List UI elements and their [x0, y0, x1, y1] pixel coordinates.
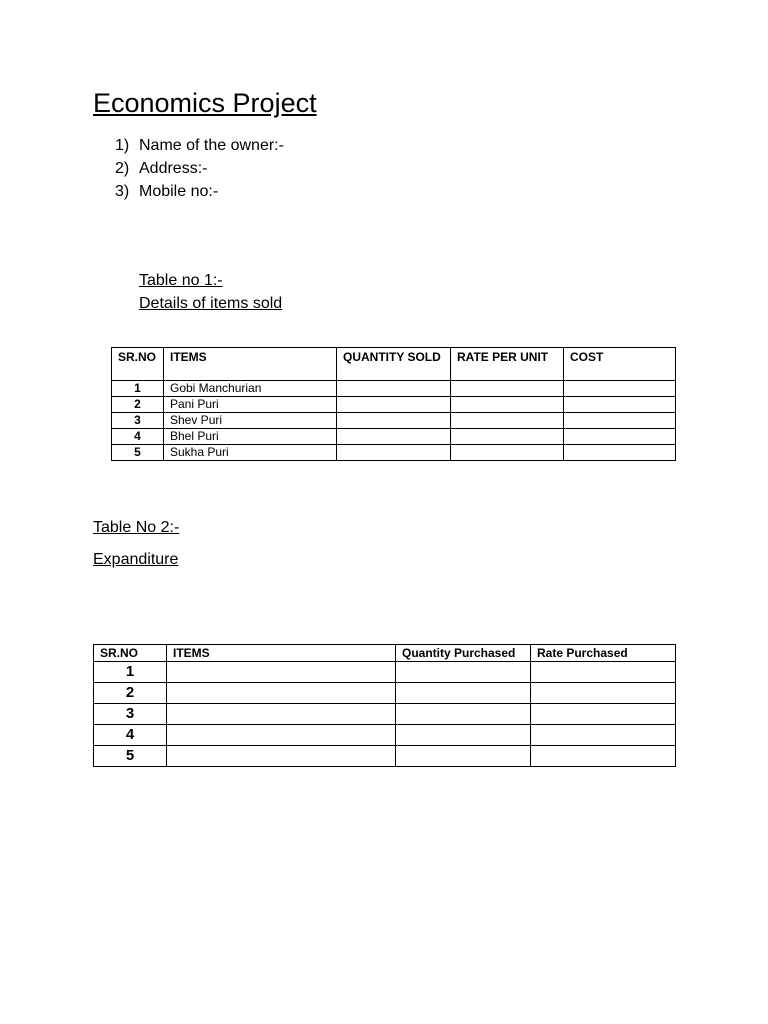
table-header-row — [94, 645, 676, 662]
row-rate-cell — [451, 429, 564, 445]
table-row — [112, 429, 676, 445]
table1-caption — [139, 269, 282, 315]
row-sr-no: 3 — [112, 413, 164, 429]
list-item — [115, 157, 284, 180]
row-sr-no: 3 — [94, 704, 167, 725]
owner-name-label: Name of the owner:- — [139, 137, 284, 154]
row-cost-cell — [564, 381, 676, 397]
table-row — [112, 397, 676, 413]
row-quantity-cell — [396, 746, 531, 767]
table2-title: Table No 2:- — [93, 519, 180, 536]
row-item: Shev Puri — [164, 413, 337, 429]
row-quantity-cell — [396, 662, 531, 683]
row-item: Sukha Puri — [164, 445, 337, 461]
header-rate-purchased: Rate Purchased — [531, 645, 676, 662]
table1-title: Table no 1:- — [139, 272, 223, 289]
row-sr-no: 1 — [112, 381, 164, 397]
row-item: Bhel Puri — [164, 429, 337, 445]
row-sr-no: 5 — [94, 746, 167, 767]
row-rate-cell — [531, 704, 676, 725]
row-quantity-cell — [396, 704, 531, 725]
row-sr-no: 2 — [94, 683, 167, 704]
row-sr-no: 2 — [112, 397, 164, 413]
table-row — [112, 413, 676, 429]
table2-subtitle: Expanditure — [93, 551, 179, 568]
expenditure-table — [93, 644, 676, 767]
header-quantity-sold: QUANTITY SOLD — [337, 348, 451, 381]
owner-details-list — [115, 134, 284, 203]
row-rate-cell — [451, 413, 564, 429]
table-row — [94, 683, 676, 704]
row-cost-cell — [564, 429, 676, 445]
header-items: ITEMS — [164, 348, 337, 381]
table-row — [94, 662, 676, 683]
row-sr-no: 1 — [94, 662, 167, 683]
header-sr-no: SR.NO — [94, 645, 167, 662]
row-item — [167, 746, 396, 767]
mobile-label: Mobile no:- — [139, 183, 219, 200]
row-cost-cell — [564, 397, 676, 413]
list-item-number: 3) — [115, 183, 130, 200]
row-item: Pani Puri — [164, 397, 337, 413]
row-cost-cell — [564, 413, 676, 429]
items-sold-table — [111, 347, 676, 461]
row-quantity-cell — [337, 381, 451, 397]
row-rate-cell — [531, 725, 676, 746]
row-rate-cell — [531, 662, 676, 683]
row-rate-cell — [451, 381, 564, 397]
address-label: Address:- — [139, 160, 208, 177]
row-quantity-cell — [337, 429, 451, 445]
list-item — [115, 134, 284, 157]
table-row — [112, 381, 676, 397]
header-quantity-purchased: Quantity Purchased — [396, 645, 531, 662]
row-quantity-cell — [396, 683, 531, 704]
list-item-number: 2) — [115, 160, 130, 177]
row-rate-cell — [451, 397, 564, 413]
header-items: ITEMS — [167, 645, 396, 662]
row-rate-cell — [451, 445, 564, 461]
row-sr-no: 4 — [112, 429, 164, 445]
row-item: Gobi Manchurian — [164, 381, 337, 397]
header-sr-no: SR.NO — [112, 348, 164, 381]
row-sr-no: 5 — [112, 445, 164, 461]
row-rate-cell — [531, 683, 676, 704]
table-row — [94, 704, 676, 725]
table-header-row — [112, 348, 676, 381]
row-rate-cell — [531, 746, 676, 767]
row-cost-cell — [564, 445, 676, 461]
row-quantity-cell — [337, 413, 451, 429]
list-item — [115, 180, 284, 203]
row-item — [167, 704, 396, 725]
header-rate-per-unit: RATE PER UNIT — [451, 348, 564, 381]
table-row — [94, 746, 676, 767]
row-item — [167, 683, 396, 704]
table-row — [112, 445, 676, 461]
row-item — [167, 662, 396, 683]
row-item — [167, 725, 396, 746]
row-quantity-cell — [337, 397, 451, 413]
header-cost: COST — [564, 348, 676, 381]
list-item-number: 1) — [115, 137, 130, 154]
table1-subtitle: Details of items sold — [139, 295, 283, 312]
row-quantity-cell — [337, 445, 451, 461]
document-title: Economics Project — [93, 88, 317, 118]
row-sr-no: 4 — [94, 725, 167, 746]
row-quantity-cell — [396, 725, 531, 746]
table-row — [94, 725, 676, 746]
